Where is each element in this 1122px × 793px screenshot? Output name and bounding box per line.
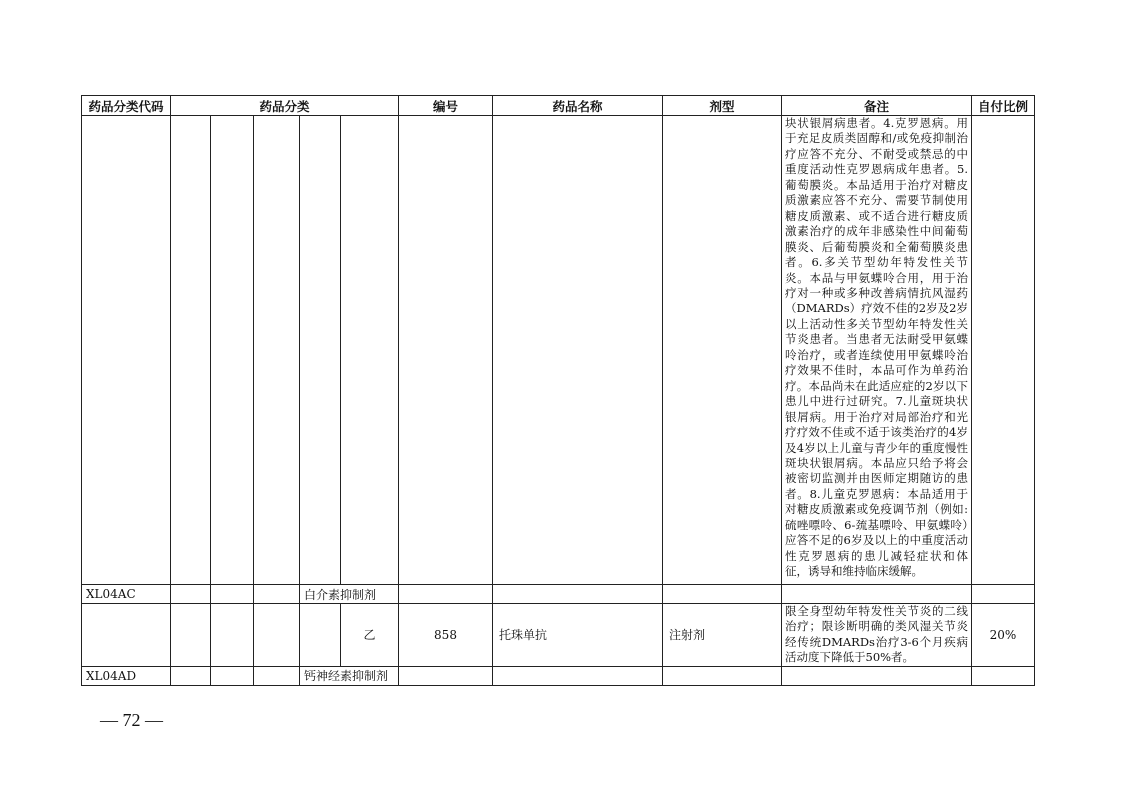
cell-empty xyxy=(211,604,254,667)
category-name: 钙神经素抑制剂 xyxy=(300,666,399,685)
drug-number: 858 xyxy=(399,604,493,667)
cell-empty xyxy=(171,604,211,667)
header-number: 编号 xyxy=(399,96,493,116)
table-row-continuation xyxy=(82,116,1035,585)
table-row-category xyxy=(82,585,1035,604)
header-category: 药品分类 xyxy=(171,96,399,116)
header-remarks: 备注 xyxy=(782,96,972,116)
drug-catalog-table xyxy=(81,95,1035,686)
cell-empty xyxy=(300,604,341,667)
cell-empty xyxy=(211,116,254,585)
cell-empty xyxy=(171,116,211,585)
cell-empty xyxy=(399,666,493,685)
cell-empty xyxy=(300,116,341,585)
cell-empty xyxy=(254,116,300,585)
cell-empty xyxy=(254,585,300,604)
cell-empty xyxy=(663,116,782,585)
cell-empty xyxy=(254,604,300,667)
page-number: — 72 — xyxy=(100,710,163,730)
cell-empty xyxy=(972,585,1035,604)
cell-empty xyxy=(493,666,663,685)
category-code: XL04AD xyxy=(82,666,171,685)
cell-empty xyxy=(171,666,211,685)
drug-class: 乙 xyxy=(341,604,399,667)
cell-empty xyxy=(254,666,300,685)
cell-empty xyxy=(399,116,493,585)
drug-ratio: 20% xyxy=(972,604,1035,667)
category-code: XL04AC xyxy=(82,585,171,604)
drug-dosage: 注射剂 xyxy=(663,604,782,667)
cell-empty xyxy=(493,585,663,604)
header-row xyxy=(82,96,1035,116)
cell-empty xyxy=(399,585,493,604)
header-code: 药品分类代码 xyxy=(82,96,171,116)
cell-empty xyxy=(663,666,782,685)
drug-name: 托珠单抗 xyxy=(493,604,663,667)
cell-empty xyxy=(782,585,972,604)
cell-empty xyxy=(82,116,171,585)
header-ratio: 自付比例 xyxy=(972,96,1035,116)
remarks-continuation: 块状银屑病患者。4.克罗恩病。用于充足皮质类固醇和/或免疫抑制治疗应答不充分、不耐受或禁忌的中重度活动性克罗恩病成年患者。5.葡萄膜炎。本品适用于治疗对糖皮质激素应答不充分、需要节制使用糖皮质激素、或不适合进行糖皮质激素治疗的成年非感染性中间葡萄膜炎、后葡萄膜炎和全葡萄膜炎患者。6.多关节型幼年特发性关节炎。本品与甲氨蝶呤合用，用于治疗对一种或多种改善病情抗风湿药（DMARDs）疗效不佳的2岁及2岁以上活动性多关节型幼年特发性关节炎患者。当患者无法耐受甲氨蝶呤治疗，或者连续使用甲氨蝶呤治疗效果不佳时，本品可作为单药治疗。本品尚未在此适应症的2岁以下患儿中进行过研究。7.儿童斑块状银屑病。用于治疗对局部治疗和光疗疗效不佳或不适于该类治疗的4岁及4岁以上儿童与青少年的重度慢性斑块状银屑病。本品应只给予将会被密切监测并由医师定期随访的患者。8.儿童克罗恩病：本品适用于对糖皮质激素或免疫调节剂（例如:硫唑嘌呤、6-巯基嘌呤、甲氨蝶呤）应答不足的6岁及以上的中重度活动性克罗恩病的患儿减轻症状和体征，诱导和维持临床缓解。 xyxy=(782,116,972,585)
cell-empty xyxy=(493,116,663,585)
category-name: 白介素抑制剂 xyxy=(300,585,399,604)
header-name: 药品名称 xyxy=(493,96,663,116)
header-dosage: 剂型 xyxy=(663,96,782,116)
cell-empty xyxy=(341,116,399,585)
cell-empty xyxy=(782,666,972,685)
cell-empty xyxy=(82,604,171,667)
cell-empty xyxy=(972,666,1035,685)
cell-empty xyxy=(663,585,782,604)
cell-empty xyxy=(211,585,254,604)
cell-empty xyxy=(171,585,211,604)
table-row-category xyxy=(82,666,1035,685)
cell-empty xyxy=(972,116,1035,585)
drug-remarks: 限全身型幼年特发性关节炎的二线治疗；限诊断明确的类风湿关节炎经传统DMARDs治疗3-6个月疾病活动度下降低于50%者。 xyxy=(782,604,972,667)
table-row-drug xyxy=(82,604,1035,667)
cell-empty xyxy=(211,666,254,685)
